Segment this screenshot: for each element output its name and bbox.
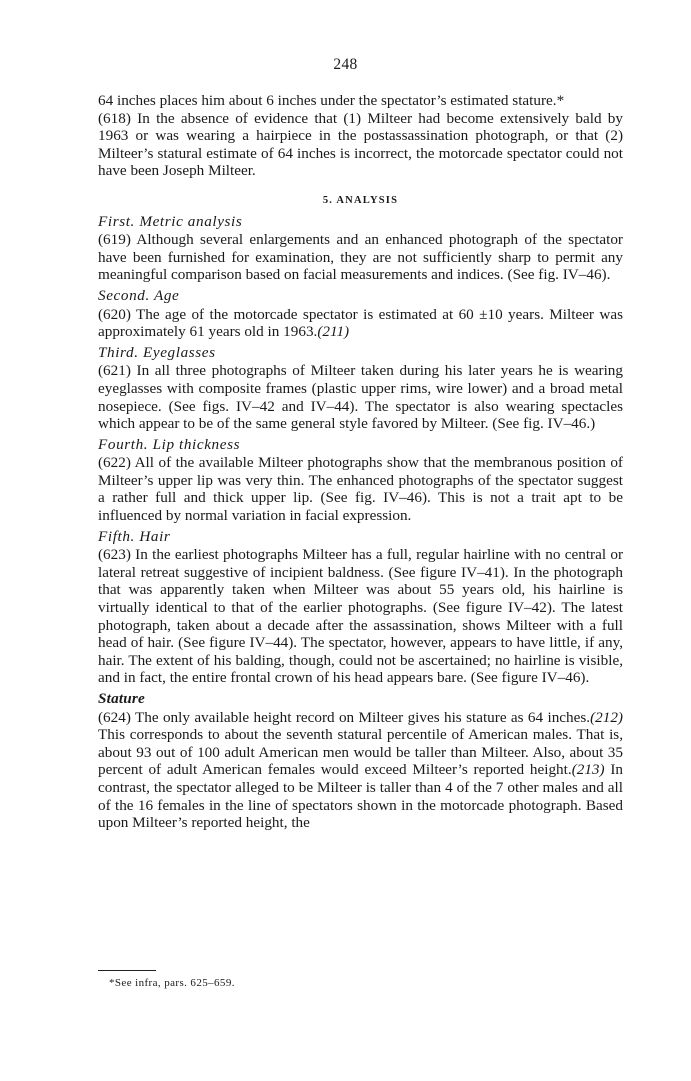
paragraph-620: [98, 306, 623, 341]
subheading-fourth: Fourth. Lip thickness: [98, 435, 241, 453]
paragraph-622: (622) All of the available Milteer photographs show that the membranous position of Milteer’s upper lip was very thin. The enhanced photographs of the spectator suggest a rather full and thick upper lip. (See fig. IV–46). This is not a trait apt to be influenced by normal variation in facial expression.: [98, 454, 623, 525]
paragraph-624: [98, 709, 623, 832]
subheading-second: Second. Age: [98, 286, 180, 304]
page-body: [98, 92, 623, 832]
citation-211: (211): [317, 323, 350, 341]
paragraph-620-text: (620) The age of the motorcade spectator is estimated at 60 ±10 years. Milteer was approximately 61 years old in 1963.: [98, 305, 623, 341]
subheading-first: First. Metric analysis: [98, 212, 243, 230]
subheading-fifth: Fifth. Hair: [98, 527, 171, 545]
subheading-stature: Stature: [98, 690, 145, 707]
section-heading: 5. ANALYSIS: [322, 194, 399, 206]
footnote-divider: [98, 970, 156, 971]
footnote: *See infra, pars. 625–659.: [109, 977, 235, 989]
citation-212: (212): [590, 708, 623, 726]
paragraph-618: (618) In the absence of evidence that (1) Milteer had become extensively bald by 1963 or was wearing a hairpiece in the postassassination photograph, or that (2) Milteer’s statural estimate of 64 inches is incorrect, the motorcade spectator could not have been Joseph Milteer.: [98, 109, 623, 180]
intro-paragraph: 64 inches places him about 6 inches under the spectator’s estimated stature.*: [98, 92, 565, 109]
page-number: 248: [333, 56, 358, 73]
paragraph-621: (621) In all three photographs of Milteer taken during his later years he is wearing eyeglasses with composite frames (plastic upper rims, wire lower) and a broad metal nosepiece. (See figs. IV–42 and IV–44). The spectator is also wearing spectacles which appear to be of the same general style favored by Milteer. (See fig. IV–46.): [98, 362, 623, 433]
paragraph-624-text-a: (624) The only available height record on Milteer gives his stature as 64 inches.: [98, 708, 591, 726]
citation-213: (213): [571, 761, 605, 779]
paragraph-619: (619) Although several enlargements and an enhanced photograph of the spectator have been furnished for examination, they are not sufficiently sharp to permit any meaningful comparison based on facial measurements and indices. (See fig. IV–46).: [98, 231, 623, 284]
paragraph-623: (623) In the earliest photographs Milteer has a full, regular hairline with no central or lateral retreat suggestive of incipient baldness. (See figure IV–41). In the photograph that was apparently taken when Milteer was about 55 years old, his hairline is virtually identical to that of the earlier photographs. (See figure IV–42). The latest photograph, taken about a decade after the assassination, shows Milteer with a full head of hair. (See figure IV–44). The spectator, however, appears to have little, if any, hair. The extent of his balding, though, could not be ascertained; no hairline is visible, and in fact, the entire frontal crown of his head appears bare. (See figure IV–46).: [98, 546, 623, 687]
subheading-third: Third. Eyeglasses: [98, 343, 216, 361]
paragraph-624-text-c: In contrast, the spectator alleged to be Milteer is taller than 4 of the 7 other males and all of the 16 females in the line of spectators shown in the motorcade photograph. Based upon Milteer’s reported height, the: [98, 761, 624, 832]
paragraph-624-text-b: This corresponds to about the seventh statural percentile of American males. That is, about 93 out of 100 adult American men would be taller than Milteer. Also, about 35 percent of adult American females would exceed Milteer’s reported height.: [98, 726, 623, 779]
